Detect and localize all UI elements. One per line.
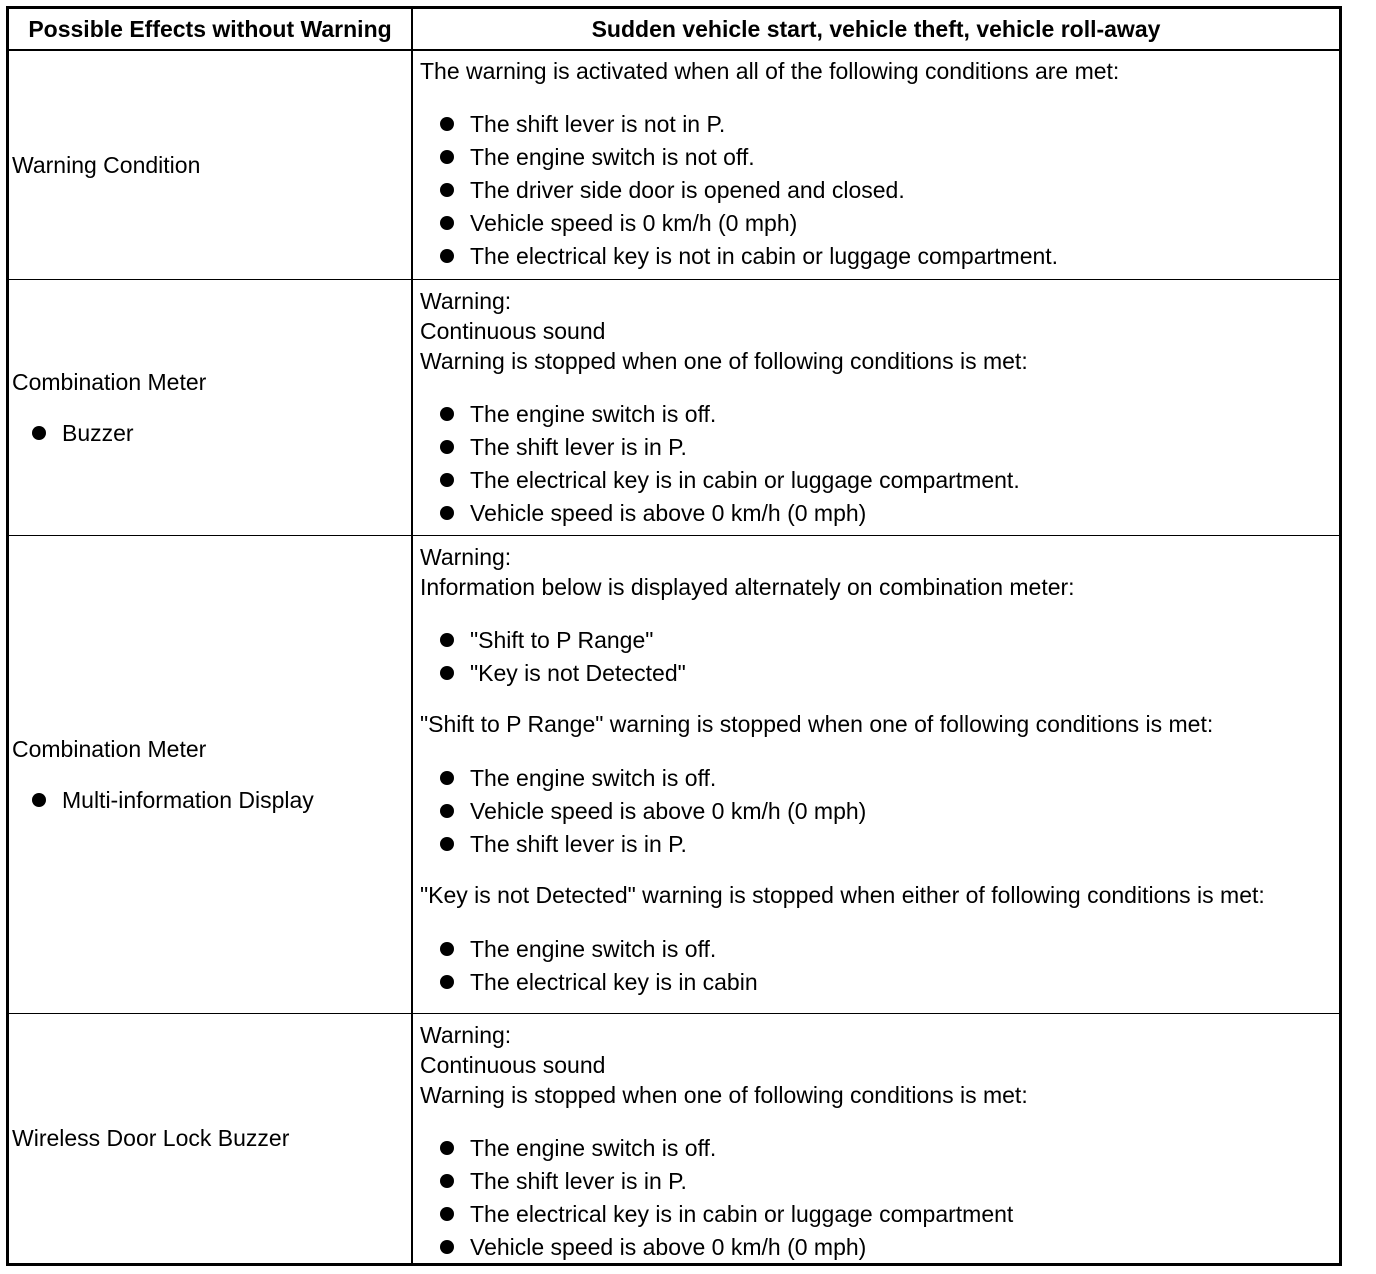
- list-item: Vehicle speed is above 0 km/h (0 mph): [420, 1230, 1337, 1263]
- row-label: Wireless Door Lock Buzzer: [12, 1125, 290, 1151]
- table-row-wireless-door-lock: [9, 1014, 1339, 1263]
- table-row-buzzer: [9, 280, 1339, 536]
- bullet-icon: [440, 1240, 454, 1254]
- list-item: The shift lever is not in P.: [420, 107, 1337, 140]
- list-item: The shift lever is in P.: [420, 1164, 1337, 1197]
- bullet-icon: [440, 633, 454, 647]
- stop-conditions-intro: Warning is stopped when one of following conditions is met:: [420, 348, 1028, 374]
- bullet-icon: [440, 975, 454, 989]
- list-item: Vehicle speed is 0 km/h (0 mph): [420, 206, 1337, 239]
- warning-type: Continuous sound: [420, 318, 606, 344]
- warning-label: Warning:: [420, 288, 512, 314]
- list-item: The shift lever is in P.: [420, 430, 1337, 463]
- list-item: The electrical key is not in cabin or luggage compartment.: [420, 239, 1337, 272]
- warning-type: Continuous sound: [420, 1052, 606, 1078]
- list-item: "Key is not Detected": [420, 656, 1337, 689]
- bullet-icon: [440, 837, 454, 851]
- table-row-warning-condition: [9, 51, 1339, 280]
- bullet-icon: [440, 150, 454, 164]
- row-label: Combination Meter: [12, 368, 207, 395]
- stop-conditions-intro: Warning is stopped when one of following conditions is met:: [420, 1082, 1028, 1108]
- table-row-multi-info-display: [9, 536, 1339, 1014]
- header-risk: Sudden vehicle start, vehicle theft, vehicle roll-away: [591, 15, 1161, 42]
- list-item: Multi-information Display: [12, 787, 407, 814]
- condition-intro: The warning is activated when all of the following conditions are met:: [420, 58, 1120, 84]
- bullet-icon: [440, 440, 454, 454]
- warning-table: [6, 6, 1342, 1266]
- bullet-icon: [440, 942, 454, 956]
- table-header-row: [9, 9, 1339, 51]
- list-item: "Shift to P Range": [420, 623, 1337, 656]
- display-intro: Information below is displayed alternately on combination meter:: [420, 574, 1075, 600]
- list-item: The engine switch is not off.: [420, 140, 1337, 173]
- list-item: The engine switch is off.: [420, 1131, 1337, 1164]
- bullet-icon: [440, 771, 454, 785]
- list-item: The shift lever is in P.: [420, 827, 1337, 860]
- bullet-icon: [440, 506, 454, 520]
- list-item: Vehicle speed is above 0 km/h (0 mph): [420, 496, 1337, 529]
- key-stop-intro: "Key is not Detected" warning is stopped when either of following conditions is met:: [420, 882, 1265, 908]
- list-item: Vehicle speed is above 0 km/h (0 mph): [420, 794, 1337, 827]
- header-effects: Possible Effects without Warning: [9, 9, 413, 49]
- bullet-icon: [440, 666, 454, 680]
- bullet-icon: [440, 804, 454, 818]
- row-label: Warning Condition: [12, 151, 201, 178]
- bullet-icon: [32, 793, 46, 807]
- list-item: The engine switch is off.: [420, 397, 1337, 430]
- bullet-icon: [440, 117, 454, 131]
- list-item: The electrical key is in cabin or luggage compartment: [420, 1197, 1337, 1230]
- warning-label: Warning:: [420, 1022, 512, 1048]
- list-item: The electrical key is in cabin or luggage compartment.: [420, 463, 1337, 496]
- bullet-icon: [440, 249, 454, 263]
- bullet-icon: [440, 183, 454, 197]
- list-item: The engine switch is off.: [420, 932, 1337, 965]
- list-item: Buzzer: [12, 420, 407, 447]
- bullet-icon: [32, 426, 46, 440]
- bullet-icon: [440, 1207, 454, 1221]
- list-item: The driver side door is opened and closed.: [420, 173, 1337, 206]
- list-item: The engine switch is off.: [420, 761, 1337, 794]
- shift-stop-intro: "Shift to P Range" warning is stopped when one of following conditions is met:: [420, 711, 1214, 737]
- bullet-icon: [440, 473, 454, 487]
- bullet-icon: [440, 1141, 454, 1155]
- bullet-icon: [440, 1174, 454, 1188]
- warning-label: Warning:: [420, 544, 512, 570]
- bullet-icon: [440, 216, 454, 230]
- bullet-icon: [440, 407, 454, 421]
- row-label: Combination Meter: [12, 735, 207, 762]
- list-item: The electrical key is in cabin: [420, 965, 1337, 998]
